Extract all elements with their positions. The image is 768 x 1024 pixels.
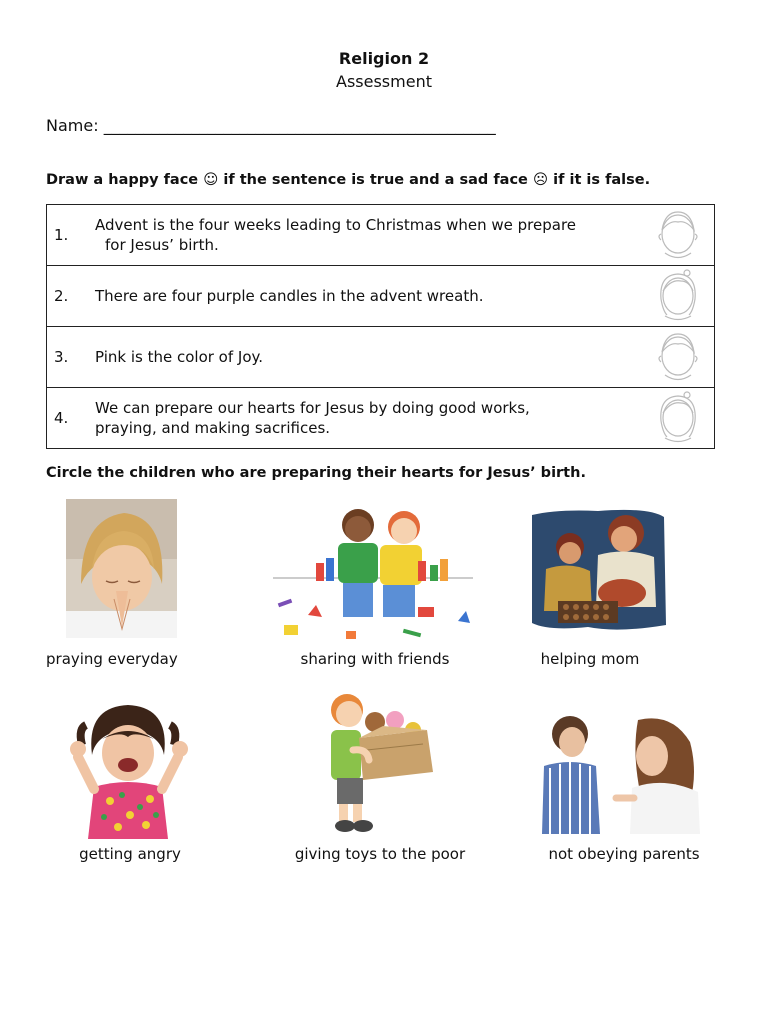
item-number: 2.	[47, 266, 96, 327]
quiz-row	[47, 388, 715, 449]
page-subtitle: Assessment	[336, 72, 432, 91]
item-text-line1: We can prepare our hearts for Jesus by doing good works,	[95, 399, 530, 417]
item-text-line2: praying, and making sacrifices.	[95, 419, 331, 437]
name-label: Name:	[46, 116, 99, 135]
boy-face-outline-icon	[653, 328, 703, 382]
quiz-row	[47, 266, 715, 327]
instruction-text-2: if the sentence is true and a sad face	[223, 172, 528, 188]
page-title: Religion 2	[338, 49, 430, 68]
quiz-row	[47, 327, 715, 388]
item-number: 1.	[47, 205, 96, 266]
picture-caption: sharing with friends	[300, 650, 450, 668]
instruction-text-3: if it is false.	[553, 172, 651, 188]
picture-caption: giving toys to the poor	[294, 845, 466, 863]
name-field	[46, 116, 496, 135]
item-text	[95, 205, 642, 266]
item-text	[95, 388, 642, 449]
picture-caption: getting angry	[79, 845, 181, 863]
answer-cell[interactable]	[642, 266, 715, 327]
item-text-line1: There are four purple candles in the advent wreath.	[95, 287, 484, 305]
picture-caption: not obeying parents	[548, 845, 700, 863]
sad-face-icon: ☹	[532, 172, 549, 188]
item-text	[95, 327, 642, 388]
picture-caption: helping mom	[540, 650, 640, 668]
item-number: 4.	[47, 388, 96, 449]
picture-caption: praying everyday	[46, 650, 178, 668]
true-false-instruction	[46, 172, 650, 188]
item-text-line1: Pink is the color of Joy.	[95, 348, 264, 366]
item-text-line2: for Jesus’ birth.	[105, 236, 219, 254]
quiz-row	[47, 205, 715, 266]
girl-face-outline-icon	[653, 389, 703, 443]
true-false-table	[46, 204, 715, 449]
angry-girl-photo[interactable]	[64, 697, 194, 839]
praying-child-photo[interactable]	[66, 499, 177, 638]
answer-cell[interactable]	[642, 327, 715, 388]
boy-carrying-toy-box-illustration[interactable]	[323, 690, 435, 836]
happy-face-icon: ☺	[203, 172, 219, 188]
mother-scolding-boy-photo[interactable]	[540, 712, 702, 834]
instruction-text-1: Draw a happy face	[46, 172, 199, 188]
item-number: 3.	[47, 327, 96, 388]
item-text-line1: Advent is the four weeks leading to Christmas when we prepare	[95, 216, 577, 234]
girl-face-outline-icon	[653, 267, 703, 321]
item-text	[95, 266, 642, 327]
name-blank-line[interactable]: _________________________________________________	[103, 116, 496, 135]
children-sharing-blocks-illustration[interactable]	[268, 503, 476, 643]
answer-cell[interactable]	[642, 205, 715, 266]
baking-with-mom-illustration[interactable]	[528, 507, 668, 633]
circle-instruction: Circle the children who are preparing their hearts for Jesus’ birth.	[46, 465, 586, 481]
answer-cell[interactable]	[642, 388, 715, 449]
boy-face-outline-icon	[653, 206, 703, 260]
